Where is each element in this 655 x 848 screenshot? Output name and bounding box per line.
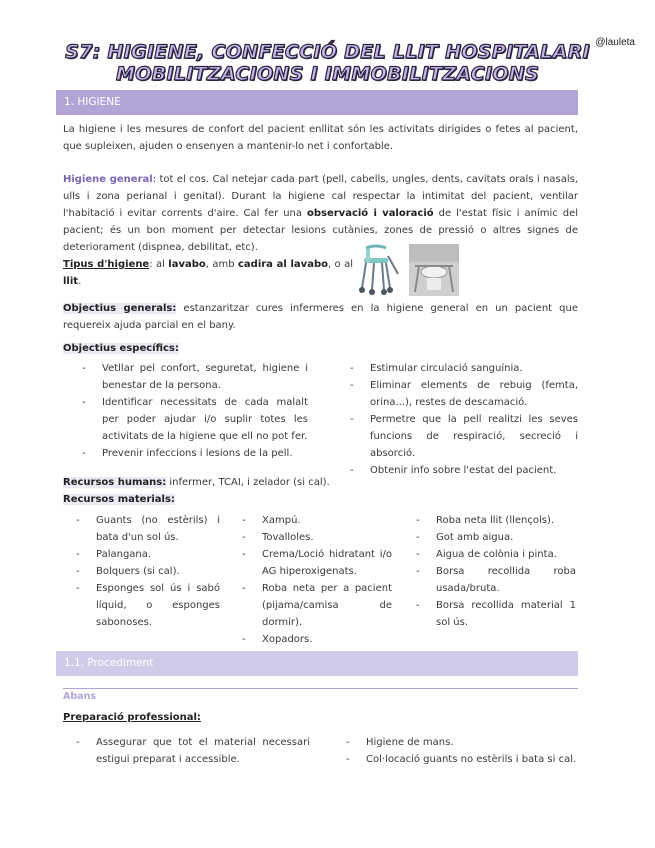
list-item: - Vetllar pel confort, seguretat, higiene i benestar de la persona. xyxy=(80,360,308,394)
list-item: - Higiene de mans. xyxy=(344,734,578,751)
objectius-generals-paragraph xyxy=(63,300,578,334)
materials-list-col1 xyxy=(74,512,220,631)
tipus-llit: llit xyxy=(63,276,79,287)
list-item: - Roba neta per a pacient (pijama/camisa de dormir). xyxy=(240,580,392,631)
objectius-generals-label: Objectius generals: xyxy=(63,303,177,314)
preparacio-professional-text: Preparació professional: xyxy=(63,712,201,723)
page-title: S7: HIGIENE, CONFECCIÓ DEL LLIT HOSPITALARI xyxy=(65,41,590,63)
list-item: - Borsa recollida roba usada/bruta. xyxy=(414,563,576,597)
list-item: - Esponges sol ús i sabó líquid, o esponges sabonoses. xyxy=(74,580,220,631)
list-item: - Roba neta llit (llençols). xyxy=(414,512,576,529)
page-subtitle: MOBILITZACIONS I IMMOBILITZACIONS xyxy=(116,63,539,85)
higiene-general-text: : tot el cos. Cal netejar cada part (pell, cabells, ungles, dents, cavitats orals i nasals, ulls i zona perianal i genital). Durant la higiene cal respectar la intimitat del pacient, ventilar l'habitació i evitar corrents d'aire. Cal fer una xyxy=(63,174,578,219)
tipus-lavabo: lavabo xyxy=(168,259,206,270)
recursos-materials-label xyxy=(63,491,175,508)
list-item: - Estimular circulació sanguínia. xyxy=(348,360,578,377)
list-item: - Guants (no estèrils) i bata d'un sol ús. xyxy=(74,512,220,546)
list-item: - Eliminar elements de rebuig (femta, orina...), restes de descamació. xyxy=(348,377,578,411)
intro-paragraph: La higiene i les mesures de confort del pacient enllitat són les activitats dirigides o fetes al pacient, que supleixen, ajuden o ensenyen a mantenir-lo net i confortable. xyxy=(63,124,578,152)
list-item: - Prevenir infeccions i lesions de la pell. xyxy=(80,445,308,462)
objectius-list-right xyxy=(348,360,578,479)
objectius-list-left xyxy=(80,360,308,462)
higiene-general-label: Higiene general xyxy=(63,174,153,185)
list-item: - Permetre que la pell realitzi les seves funcions de respiració, secreció i absorció. xyxy=(348,411,578,462)
divider xyxy=(63,688,578,689)
list-item: - Crema/Loció hidratant i/o AG hiperoxigenats. xyxy=(240,546,392,580)
list-item: - Obtenir info sobre l'estat del pacient. xyxy=(348,462,578,479)
section-heading-procediment: 1.1. Procediment xyxy=(56,651,578,676)
list-item: - Aigua de colònia i pinta. xyxy=(414,546,576,563)
observacio-bold: observació i valoració xyxy=(306,208,434,219)
preparacio-professional-label xyxy=(63,709,201,726)
tipus-text-d: , o al xyxy=(327,259,353,270)
list-item: - Xopadors. xyxy=(240,631,392,648)
recursos-humans-line xyxy=(63,474,578,491)
objectius-especifics-text: Objectius específics: xyxy=(63,343,179,354)
tipus-higiene-label: Tipus d'higiene xyxy=(63,259,150,270)
tipus-cadira: cadira al lavabo xyxy=(237,259,328,270)
list-item: - Borsa recollida material 1 sol ús. xyxy=(414,597,576,631)
tipus-text-a: : al xyxy=(149,259,169,270)
objectius-generals-text: estanzaritzar cures infermeres en la higiene general en un pacient que requereix ajuda parcial en el bany. xyxy=(63,303,578,331)
materials-list-col3 xyxy=(414,512,576,631)
list-item: - Col·locació guants no estèrils i bata si cal. xyxy=(344,751,578,768)
recursos-materials-text: Recursos materials: xyxy=(63,494,175,505)
recursos-humans-text: infermer, TCAI, i zelador (si cal). xyxy=(166,477,330,488)
list-item: - Got amb aigua. xyxy=(414,529,576,546)
higiene-general-text-2: de l'estat físic i anímic del pacient; és un bon moment per detectar lesions cutànies, zones de pressió o altres signes de deteriorament (dispnea, debilitat, etc). xyxy=(63,208,578,253)
list-item: - Palangana. xyxy=(74,546,220,563)
list-item: - Xampú. xyxy=(240,512,392,529)
preparacio-list-right xyxy=(344,734,578,768)
list-item: - Identificar necessitats de cada malalt per poder ajudar i/o suplir totes les activitats de la higiene que ell no pot fer. xyxy=(80,394,308,445)
toilet-seat-frame-icon xyxy=(409,244,459,296)
subheading-abans: Abans xyxy=(63,691,96,702)
shower-chair-icon xyxy=(354,244,402,296)
author-handle: @lauleta xyxy=(595,37,635,48)
list-item: - Bolquers (si cal). xyxy=(74,563,220,580)
tipus-text-c: , amb xyxy=(205,259,238,270)
materials-list-col2 xyxy=(240,512,392,648)
list-item: - Tovalloles. xyxy=(240,529,392,546)
recursos-humans-label: Recursos humans: xyxy=(63,477,167,488)
preparacio-list-left xyxy=(74,734,310,768)
tipus-higiene-line xyxy=(63,256,353,290)
list-item: - Assegurar que tot el material necessari estigui preparat i accessible. xyxy=(74,734,310,768)
section-heading-higiene: 1. HIGIENE xyxy=(56,90,578,115)
higiene-general-paragraph xyxy=(63,171,578,256)
objectius-especifics-label xyxy=(63,340,179,357)
tipus-text-e: . xyxy=(78,276,82,287)
